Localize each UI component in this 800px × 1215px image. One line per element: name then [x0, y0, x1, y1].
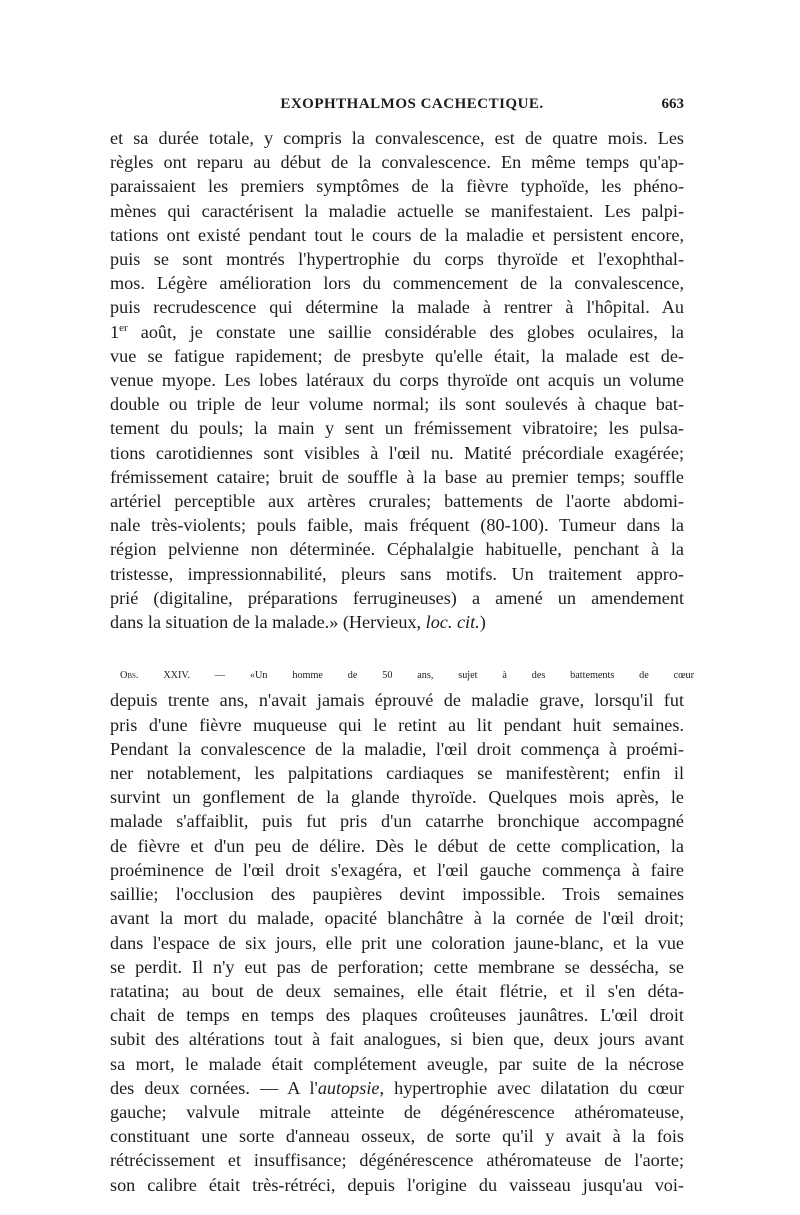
text-line: Pendant la convalescence de la maladie, l'œil droit commença à proémi- [110, 738, 684, 759]
line-text: des deux cornées. — A l' [110, 1077, 318, 1098]
text-line: dans l'espace de six jours, elle prit une coloration jaune-blanc, et la vue [110, 932, 684, 953]
line-text: dans la situation de la malade.» (Hervieux, [110, 612, 426, 633]
running-head [110, 96, 684, 126]
page-number: 663 [661, 96, 684, 112]
book-page [110, 96, 694, 1197]
text-line: rétrécissement et insuffisance; dégénérescence athéromateuse de l'aorte; [110, 1150, 684, 1171]
text-line: subit des altérations tout à fait analogues, si bien que, deux jours avant [110, 1029, 684, 1050]
text-line: gauche; valvule mitrale atteinte de dégénérescence athéromateuse, [110, 1101, 684, 1122]
text-line: puis recrudescence qui détermine la malade à rentrer à l'hôpital. Au [110, 297, 684, 318]
line-text: ) [479, 612, 486, 633]
text-line: depuis trente ans, n'avait jamais éprouvé de maladie grave, lorsqu'il fut [110, 690, 684, 711]
text-line: de fièvre et d'un peu de délire. Dès le début de cette complication, la [110, 835, 684, 856]
text-line: proéminence de l'œil droit s'exagéra, et l'œil gauche commença à faire [110, 859, 684, 880]
text-line: nale très-violents; pouls faible, mais fréquent (80-100). Tumeur dans la [110, 515, 684, 536]
text-line: chait de temps en temps des plaques croûteuses jaunâtres. L'œil droit [110, 1005, 684, 1026]
text-line: et sa durée totale, y compris la convalescence, est de quatre mois. Les [110, 128, 684, 148]
paragraph-hervieux-case [110, 126, 684, 634]
autopsy-italic: autopsie [317, 1077, 380, 1098]
text-line: se perdit. Il n'y eut pas de perforation; cette membrane se dessécha, se [110, 956, 684, 977]
text-line: frémissement cataire; bruit de souffle à la base au premier temps; souffle [110, 466, 684, 487]
text-line: règles ont reparu au début de la convalescence. En même temps qu'ap- [110, 152, 684, 173]
citation-italic: loc. cit. [425, 612, 480, 633]
text-line: vue se fatigue rapidement; de presbyte qu'elle était, la malade est de- [110, 345, 684, 366]
text-line: survint un gonflement de la glande thyroïde. Quelques mois après, le [110, 787, 684, 808]
text-line: ratatina; au bout de deux semaines, elle était flétrie, et il s'en déta- [110, 980, 684, 1001]
text-line: tement du pouls; la main y sent un frémissement vibratoire; les pulsa- [110, 418, 684, 439]
text-line: tristesse, impressionnabilité, pleurs sans motifs. Un traitement appro- [110, 563, 684, 584]
text-line: prié (digitaline, préparations ferrugineuses) a amené un amendement [110, 587, 684, 608]
text-line: ner notablement, les palpitations cardiaques se manifestèrent; enfin il [110, 763, 684, 784]
text-line: paraissaient les premiers symptômes de la fièvre typhoïde, les phéno- [110, 176, 684, 197]
text-line: saillie; l'occlusion des paupières devint impossible. Trois semaines [110, 884, 684, 905]
text-line: avant la mort du malade, opacité blanchâtre à la cornée de l'œil droit; [110, 908, 684, 929]
text-line [110, 610, 684, 634]
paragraph-gap [110, 634, 684, 664]
text-line: tations ont existé pendant tout le cours de la maladie et persistent encore, [110, 224, 684, 245]
text-line: constituant une sorte d'anneau osseux, de sorte qu'il y avait à la fois [110, 1126, 684, 1147]
observation-label: Obs. XXIV. [120, 670, 191, 682]
text-line: région pelvienne non déterminée. Céphalalgie habituelle, penchant à la [110, 539, 684, 560]
text-line: mos. Légère amélioration lors du commencement de la convalescence, [110, 273, 684, 294]
text-line: pris d'une fièvre muqueuse qui le retint au lit pendant huit semaines. [110, 714, 684, 735]
line-rest: — «Un homme de 50 ans, sujet à des battements de cœur [190, 670, 694, 682]
paragraph-observation-xxiv [110, 664, 694, 1196]
date-day: 1 [110, 321, 120, 342]
text-line [110, 320, 684, 344]
text-line [110, 664, 694, 688]
text-line: double ou triple de leur volume normal; ils sont soulevés à chaque bat- [110, 394, 684, 415]
text-line: mènes qui caractérisent la maladie actuelle se manifestaient. Les palpi- [110, 200, 684, 221]
text-line: puis se sont montrés l'hypertrophie du corps thyroïde et l'exophthal- [110, 249, 684, 270]
running-title: EXOPHTHALMOS CACHECTIQUE. [280, 96, 544, 112]
text-line: son calibre était très-rétréci, depuis l'origine du vaisseau jusqu'au voi- [110, 1174, 684, 1195]
ordinal-suffix: er [119, 321, 128, 334]
text-line [110, 1076, 684, 1100]
text-line: venue myope. Les lobes latéraux du corps thyroïde ont acquis un volume [110, 370, 684, 391]
text-line: sa mort, le malade était complétement aveugle, par suite de la nécrose [110, 1053, 684, 1074]
text-line: tions carotidiennes sont visibles à l'œil nu. Matité précordiale exagérée; [110, 442, 684, 463]
text-line: artériel perceptible aux artères crurales; battements de l'aorte abdomi- [110, 491, 684, 512]
line-text: , hypertrophie avec dilatation du cœur [379, 1077, 684, 1098]
text-line: malade s'affaiblit, puis fut pris d'un catarrhe bronchique accompagné [110, 811, 684, 832]
line-rest: août, je constate une saillie considérable des globes oculaires, la [127, 321, 684, 342]
